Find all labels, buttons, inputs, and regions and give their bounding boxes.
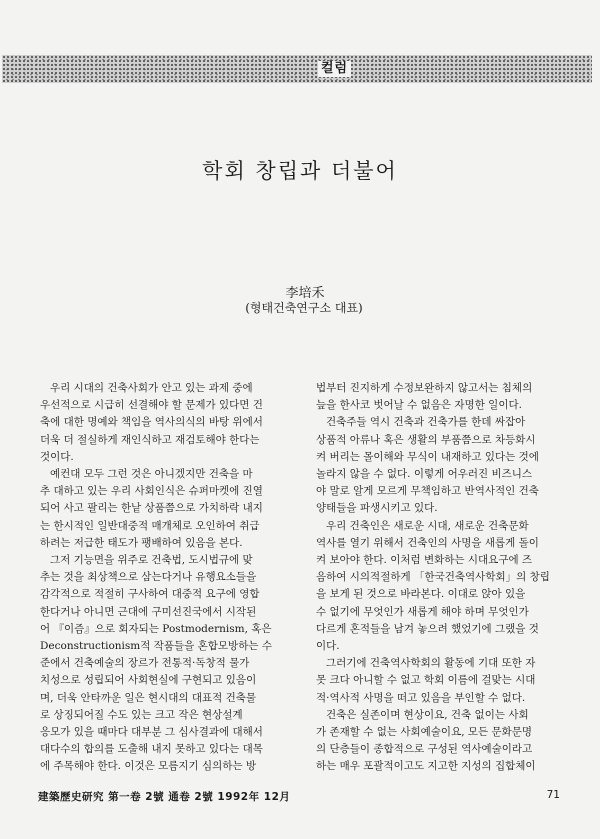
text-line: 야 말로 알게 모르게 무책임하고 반역사적인 건축 [316, 485, 539, 498]
text-line: 놀라지 않을 수 없다. 이렇게 어우러진 비즈니스 [316, 468, 533, 481]
text-line: 이다. [316, 640, 340, 653]
text-line: 양태들을 파생시키고 있다. [316, 502, 438, 515]
text-line: 우선적으로 시급히 선결해야 할 문제가 있다면 건 [40, 399, 263, 412]
text-line: 법부터 진지하게 수정보완하지 않고서는 침체의 [316, 382, 533, 394]
text-line: 것이다. [40, 450, 74, 463]
article-title: 학회 창립과 더불어 [202, 159, 398, 183]
text-line: 어 『이즘』으로 회자되는 Postmodernism, 혹은 [40, 622, 272, 635]
text-line: 더욱 더 절실하게 재인식하고 재검토해야 한다는 [40, 433, 260, 446]
text-line: 며, 더욱 안타까운 일은 현시대의 대표적 건축물 [40, 691, 257, 704]
text-line: 못 크다 아니할 수 없고 학회 이름에 걸맞는 시대 [316, 674, 536, 687]
text-line: 역사를 열기 위해서 건축인의 사명을 새롭게 돌이 [316, 536, 539, 549]
text-line: 건축은 실존이며 현상이요, 건축 없이는 사회 [326, 708, 529, 721]
text-line: 켜 버리는 몰이해와 무식이 내재하고 있다는 것에 [316, 450, 539, 463]
text-line: 의 단층들이 종합적으로 구성된 역사예술이라고 [316, 743, 533, 756]
author-affiliation: (형태건축연구소 대표) [245, 301, 363, 315]
section-label: 컬럼 [318, 61, 351, 77]
text-line: 늪을 한사코 벗어날 수 없음은 자명한 일이다. [316, 399, 522, 412]
text-line: 음하여 시의적절하게 「한국건축역사학회」의 창립 [316, 571, 550, 584]
text-line: 대다수의 합의를 도출해 내지 못하고 있다는 대목 [40, 743, 263, 756]
text-line: 추 대하고 있는 우리 사회인식은 슈퍼마켓에 진열 [40, 485, 263, 498]
text-line: 적·역사적 사명을 떠고 있음을 부인할 수 없다. [316, 691, 526, 704]
text-line: 준에서 건축예술의 장르가 전통적·독창적 물가 [40, 657, 250, 670]
text-line: 수 없기에 무엇인가 새롭게 해야 하며 무엇인가 [316, 605, 529, 618]
text-line: 그저 기능면을 위주로 건축법, 도시법규에 맞 [50, 554, 253, 567]
text-line: 우리 시대의 건축사회가 안고 있는 과제 중에 [50, 382, 253, 394]
text-line: 응모가 있을 때마다 대부분 그 심사결과에 대해서 [40, 726, 263, 739]
text-line: 에 주목해야 한다. 이것은 모름지기 심의하는 방 [40, 760, 257, 773]
left-column [40, 380, 290, 776]
text-line: 축에 대한 명예와 책임을 역사의식의 바탕 위에서 [40, 416, 263, 429]
text-line: 을 보게 된 것으로 바라본다. 이대로 앉아 있을 [316, 588, 526, 601]
text-line: 우리 건축인은 새로운 시대, 새로운 건축문화 [326, 519, 529, 532]
page-number: 71 [546, 789, 560, 801]
text-line: 상품적 아류나 혹은 생활의 부품쯤으로 차등화시 [316, 433, 536, 446]
text-line: 건축주들 역시 건축과 건축가를 한데 싸잡아 [326, 416, 526, 429]
text-line: 예컨대 모두 그런 것은 아니겠지만 건축을 마 [50, 468, 253, 481]
text-line: 켜 보아야 한다. 이처럼 변화하는 시대요구에 즈 [316, 554, 533, 567]
text-line: Deconstructionism적 작품들을 혼합모방하는 수 [40, 640, 272, 653]
author-block [0, 286, 600, 316]
text-line: 하려는 저급한 태도가 팽배하여 있음을 본다. [40, 536, 243, 549]
text-line: 하는 매우 포괄적이고도 지고한 지성의 집합체이 [316, 760, 536, 773]
right-column [316, 380, 566, 776]
text-line: 감각적으로 적절히 구사하여 대중적 요구에 영합 [40, 588, 260, 601]
journal-footer: 建築歷史研究 第一卷 2號 通卷 2號 1992年 12月 [38, 791, 291, 803]
text-line: 치성으로 성립되어 사회현실에 구현되고 있음이 [40, 674, 257, 687]
text-line: 가 존재할 수 없는 사회예술이요, 모든 문화문명 [316, 726, 533, 739]
author-name: 李培禾 [285, 286, 325, 301]
text-line: 는 한시적인 일반대중적 매개체로 오인하여 취급 [40, 519, 260, 532]
text-line: 그러기에 건축역사학회의 활동에 기대 또한 자 [326, 657, 536, 670]
text-line: 로 상징되어질 수도 있는 크고 작은 현상설계 [40, 708, 243, 721]
text-line: 되어 사고 팔리는 한낱 상품쯤으로 가치하락 내지 [40, 502, 263, 515]
section-banner [2, 55, 592, 83]
text-line: 한다거나 아니면 근대에 구미선진국에서 시작된 [40, 605, 257, 618]
text-line: 추는 것을 최상책으로 삼는다거나 유행요소들을 [40, 571, 257, 584]
text-line: 다르게 혼적들을 남겨 놓으려 했었기에 그랬을 것 [316, 622, 539, 635]
